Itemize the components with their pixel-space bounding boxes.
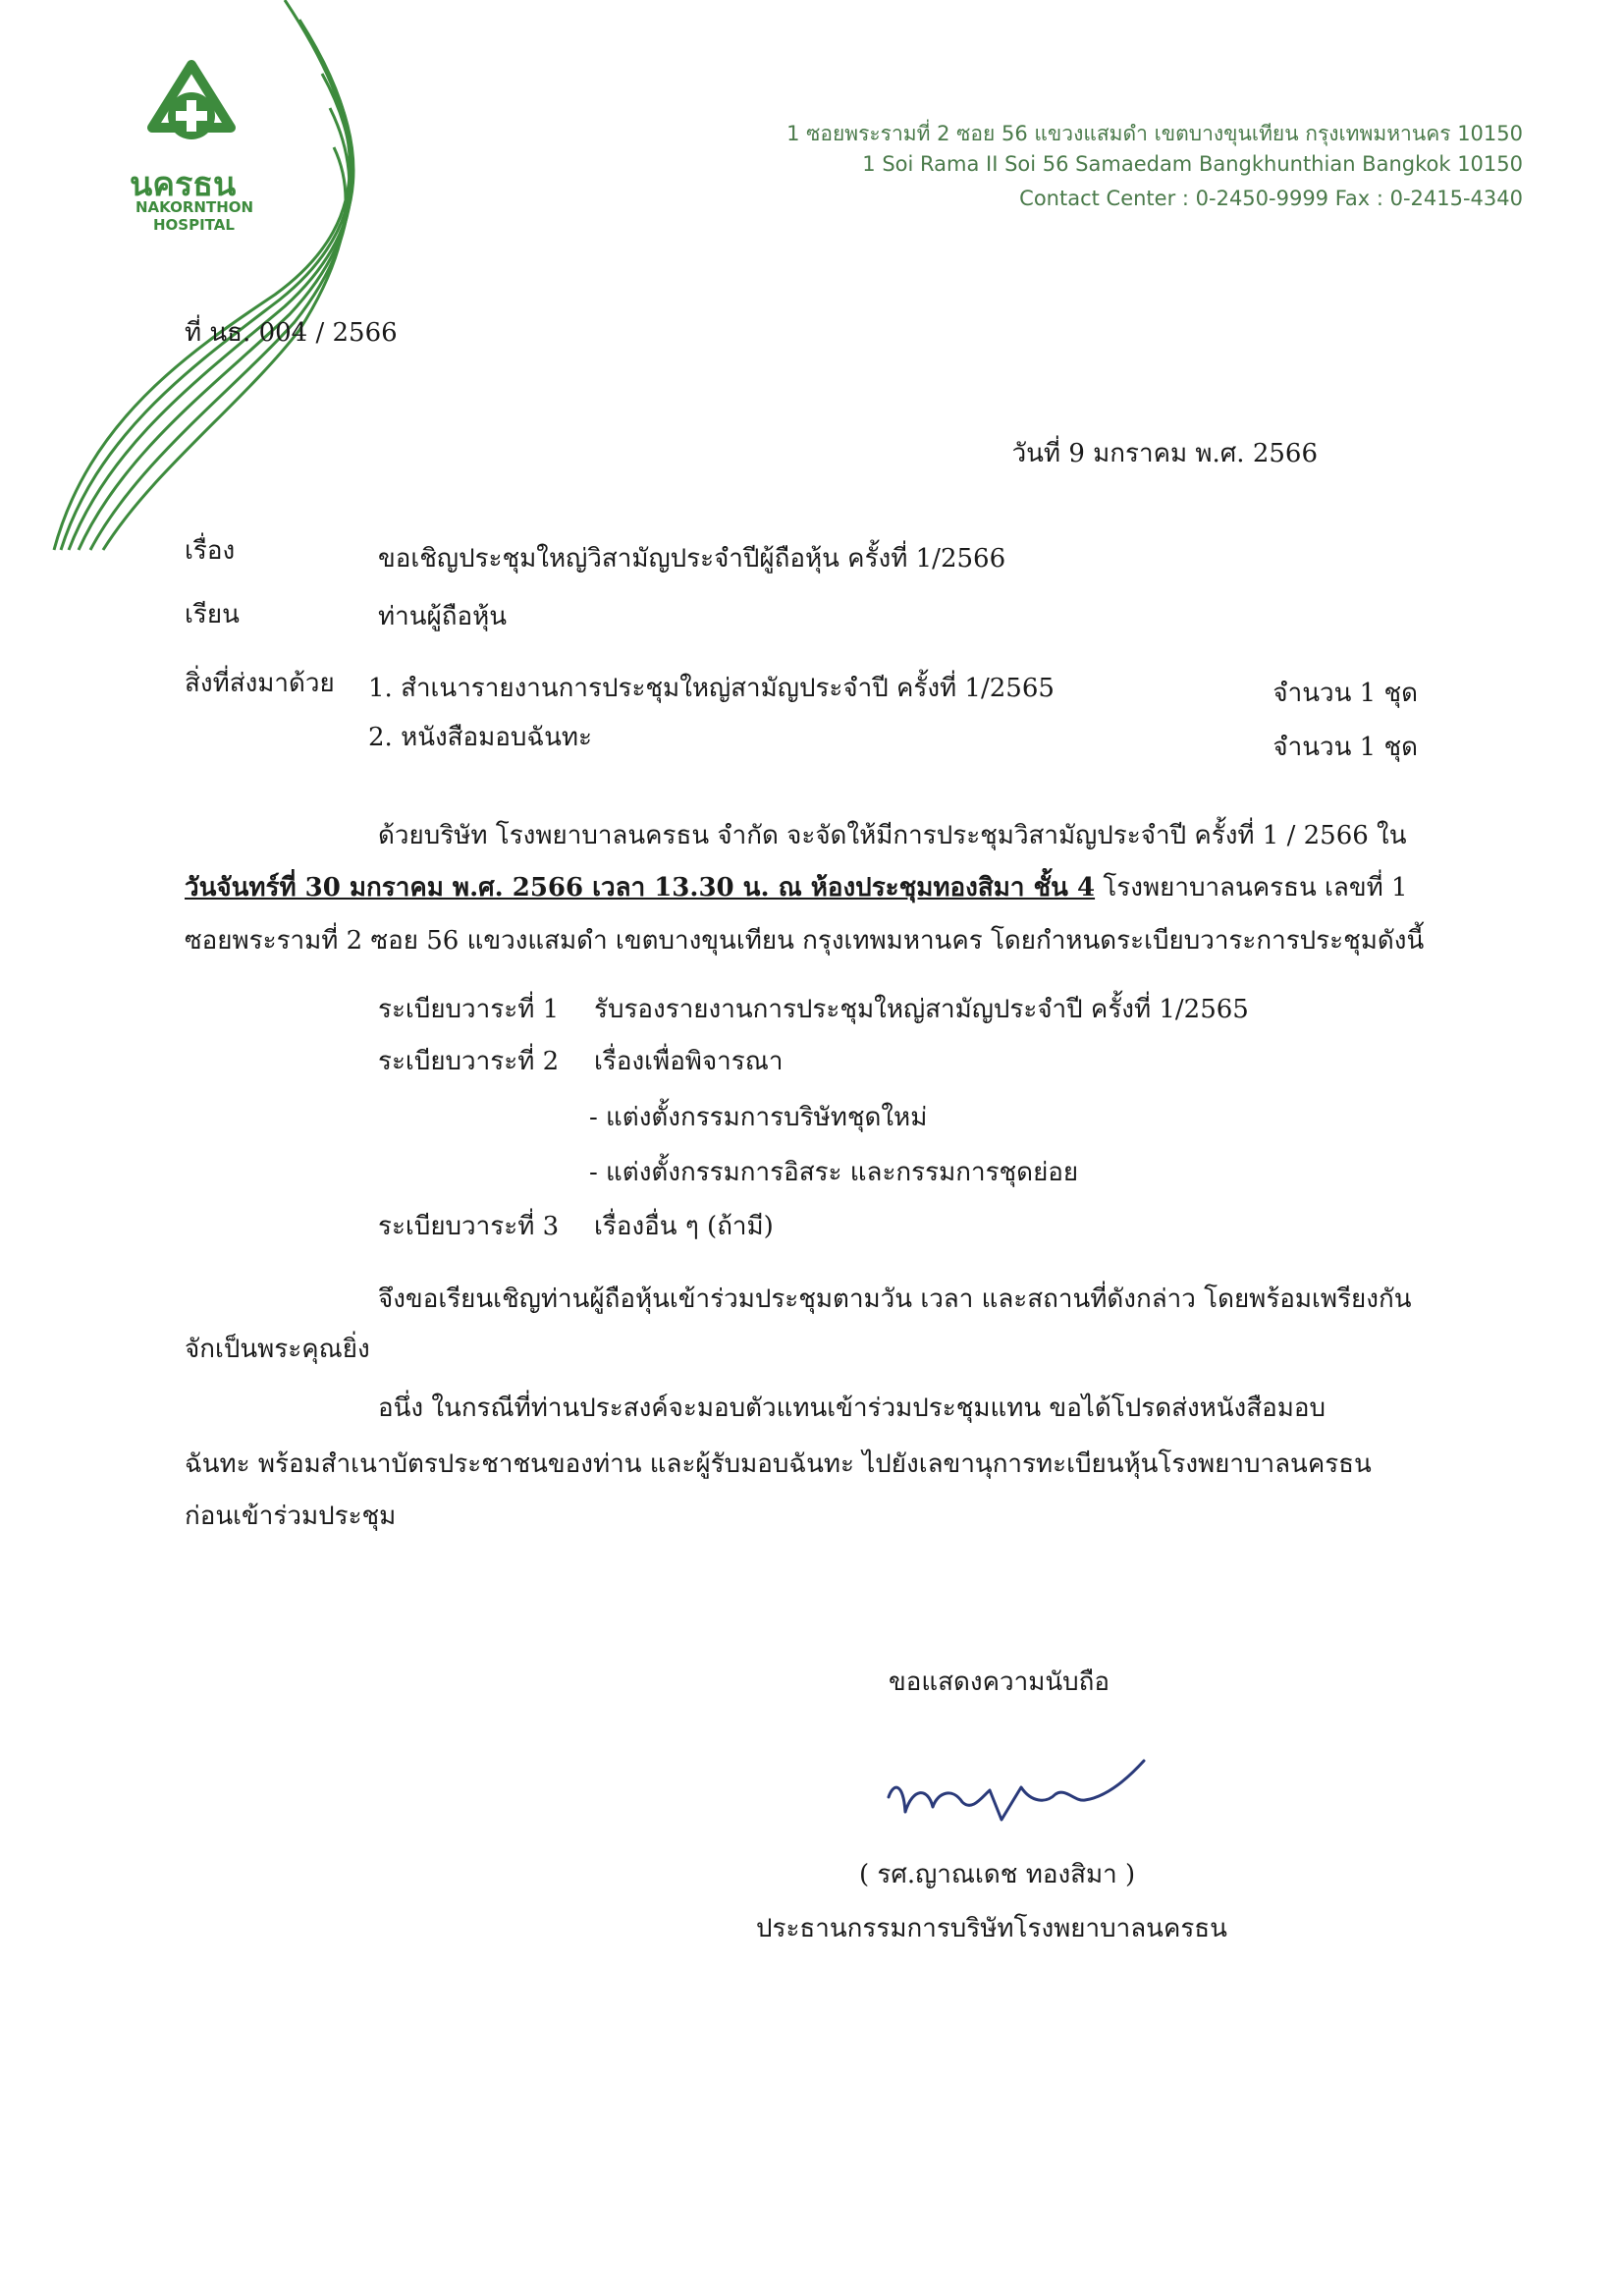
enclosure-qty: จำนวน 1 ชุด [1272, 679, 1418, 708]
logo-en-line1: NAKORNTHON [135, 198, 254, 216]
agenda-label: ระเบียบวาระที่ 3 [378, 1212, 560, 1241]
agenda-text: เรื่องอื่น ๆ (ถ้ามี) [594, 1212, 774, 1241]
logo-en-line2: HOSPITAL [153, 216, 235, 234]
paragraph-3-line-2: ฉันทะ พร้อมสำเนาบัตรประชาชนของท่าน และผู้รับมอบฉันทะ ไปยังเลขานุการทะเบียนหุ้นโรงพยาบาลนครธน [185, 1449, 1372, 1479]
subject-label: เรื่อง [185, 536, 236, 566]
agenda-label: ระเบียบวาระที่ 1 [378, 995, 560, 1024]
enclosure-qty: จำนวน 1 ชุด [1272, 733, 1418, 762]
subject-text: ขอเชิญประชุมใหญ่วิสามัญประจำปีผู้ถือหุ้น ครั้งที่ 1/2566 [378, 544, 1006, 574]
reference-number: ที่ นธ. 004 / 2566 [185, 318, 398, 348]
closing-text: ขอแสดงความนับถือ [889, 1667, 1110, 1697]
paragraph-2-line-1: จึงขอเรียนเชิญท่านผู้ถือหุ้นเข้าร่วมประชุมตามวัน เวลา และสถานที่ดังกล่าว โดยพร้อมเพรียงกัน [378, 1285, 1412, 1314]
agenda-sub-item: - แต่งตั้งกรรมการบริษัทชุดใหม่ [589, 1103, 928, 1132]
to-text: ท่านผู้ถือหุ้น [378, 602, 508, 631]
enclosure-item: 1. สำเนารายงานการประชุมใหญ่สามัญประจำปี ครั้งที่ 1/2565 [368, 674, 1055, 703]
paragraph-1-line-3: ซอยพระรามที่ 2 ซอย 56 แขวงแสมดำ เขตบางขุนเทียน กรุงเทพมหานคร โดยกำหนดระเบียบวาระการประชุมดังนี้ [185, 926, 1425, 956]
logo-mark-icon [133, 59, 250, 157]
paragraph-1-line-1: ด้วยบริษัท โรงพยาบาลนครธน จำกัด จะจัดให้มีการประชุมวิสามัญประจำปี ครั้งที่ 1 / 2566 ใน [378, 821, 1407, 850]
agenda-label: ระเบียบวาระที่ 2 [378, 1047, 560, 1076]
enclosures-label: สิ่งที่ส่งมาด้วย [185, 669, 335, 698]
paragraph-2-line-2: จักเป็นพระคุณยิ่ง [185, 1335, 370, 1364]
logo-thai-text: นครธน [130, 165, 237, 204]
paragraph-3-line-3: ก่อนเข้าร่วมประชุม [185, 1502, 397, 1531]
agenda-text: รับรองรายงานการประชุมใหญ่สามัญประจำปี ครั้งที่ 1/2565 [594, 995, 1249, 1024]
paragraph-3-line-1: อนึ่ง ในกรณีที่ท่านประสงค์จะมอบตัวแทนเข้าร่วมประชุมแทน ขอได้โปรดส่งหนังสือมอบ [378, 1394, 1326, 1423]
paragraph-1-line-2-rest: โรงพยาบาลนครธน เลขที่ 1 [1095, 873, 1408, 902]
address-en: 1 Soi Rama II Soi 56 Samaedam Bangkhunthian Bangkok 10150 [862, 152, 1523, 176]
paragraph-1-line-2 [185, 872, 1408, 905]
signer-title: ประธานกรรมการบริษัทโรงพยาบาลนครธน [756, 1914, 1227, 1943]
agenda-text: เรื่องเพื่อพิจารณา [594, 1047, 784, 1076]
meeting-datetime-venue: วันจันทร์ที่ 30 มกราคม พ.ศ. 2566 เวลา 13.30 น. ณ ห้องประชุมทองสิมา ชั้น 4 [185, 873, 1096, 902]
agenda-sub-item: - แต่งตั้งกรรมการอิสระ และกรรมการชุดย่อย [589, 1158, 1079, 1187]
address-thai: 1 ซอยพระรามที่ 2 ซอย 56 แขวงแสมดำ เขตบางขุนเทียน กรุงเทพมหานคร 10150 [786, 122, 1523, 145]
enclosure-item: 2. หนังสือมอบฉันทะ [368, 723, 593, 752]
hospital-logo [118, 59, 265, 236]
signer-name: ( รศ.ญาณเดช ทองสิมา ) [859, 1860, 1136, 1889]
contact-line: Contact Center : 0-2450-9999 Fax : 0-2415-4340 [1019, 187, 1523, 210]
letter-date: วันที่ 9 มกราคม พ.ศ. 2566 [1011, 439, 1318, 468]
signature-icon [874, 1743, 1168, 1841]
to-label: เรียน [185, 600, 240, 629]
